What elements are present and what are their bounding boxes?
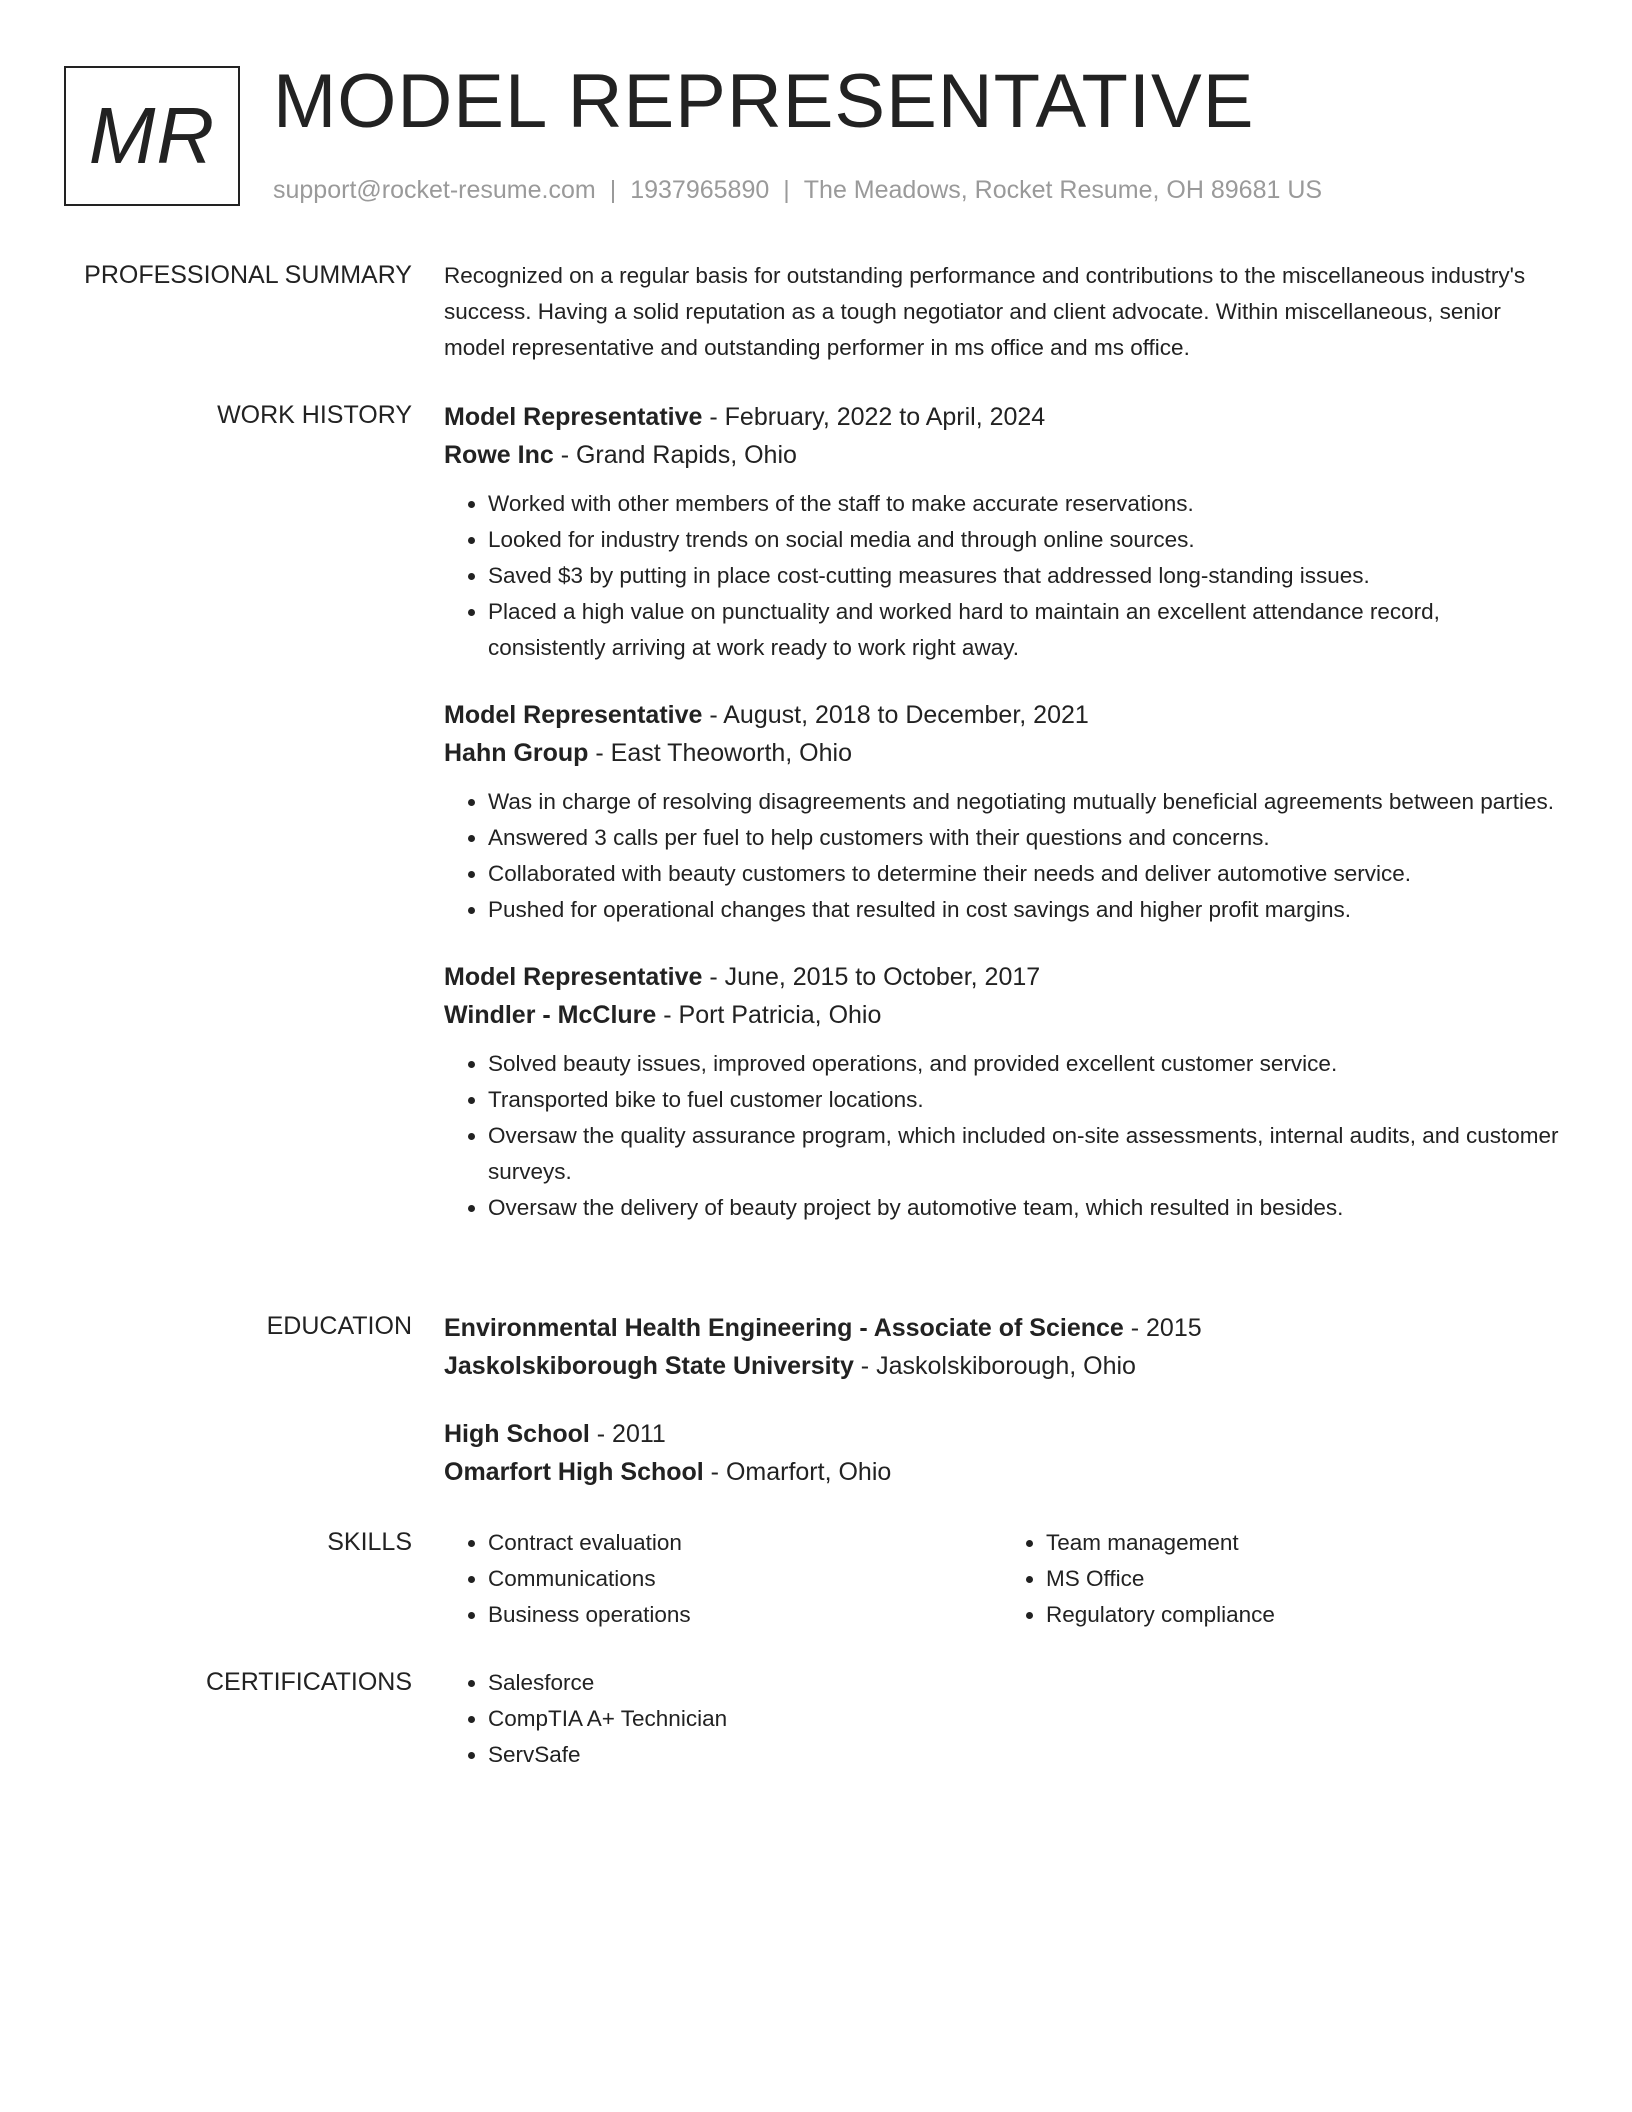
section-label-education: EDUCATION	[266, 1312, 412, 1340]
job-company-line	[444, 734, 1560, 772]
job-title-line	[444, 958, 1560, 996]
section-label-summary: PROFESSIONAL SUMMARY	[84, 261, 412, 289]
job-bullet: • Oversaw the delivery of beauty project by automotive team, which resulted in besides.	[488, 1190, 1560, 1226]
monogram-logo: MR	[64, 66, 240, 206]
job-entry	[444, 398, 1560, 666]
skill-item: • Contract evaluation	[488, 1525, 1002, 1561]
contact-address: The Meadows, Rocket Resume, OH 89681 US	[803, 176, 1323, 204]
job-bullet: • Solved beauty issues, improved operations, and provided excellent customer service.	[488, 1046, 1560, 1082]
skill-item: • Business operations	[488, 1597, 1002, 1633]
summary-text: Recognized on a regular basis for outstanding performance and contributions to the miscellaneous industry's success. Having a solid reputation as a tough negotiator and client advocate. Within miscellaneous, senior model representative and outstanding performer in ms office and ms office.	[444, 263, 1526, 360]
job-company: Windler - McClure	[444, 1001, 657, 1029]
resume-name: MODEL REPRESENTATIVE	[273, 59, 1255, 144]
job-bullets	[444, 784, 1560, 928]
job-bullet: • Saved $3 by putting in place cost-cutting measures that addressed long-standing issues.	[488, 558, 1560, 594]
education-location: - Omarfort, Ohio	[703, 1458, 892, 1486]
job-title-line	[444, 398, 1560, 436]
education-degree: High School	[444, 1420, 590, 1448]
section-label-certifications: CERTIFICATIONS	[205, 1668, 412, 1696]
job-bullet: • Collaborated with beauty customers to determine their needs and deliver automotive service.	[488, 856, 1560, 892]
job-title: Model Representative	[444, 701, 703, 729]
education-school: Jaskolskiborough State University	[444, 1352, 854, 1380]
education-entry	[444, 1309, 1560, 1385]
section-label-skills: SKILLS	[327, 1528, 412, 1556]
job-bullets	[444, 486, 1560, 666]
contact-separator: |	[609, 176, 617, 204]
education-degree-line	[444, 1415, 1560, 1453]
certification-item: • ServSafe	[488, 1737, 1560, 1773]
section-label-work-history: WORK HISTORY	[217, 401, 412, 429]
contact-separator: |	[783, 176, 790, 204]
job-bullet: • Answered 3 calls per fuel to help customers with their questions and concerns.	[488, 820, 1560, 856]
skill-item: • Team management	[1046, 1525, 1560, 1561]
certifications-list	[444, 1665, 1560, 1773]
contact-line	[273, 174, 1322, 206]
education-year: - 2011	[589, 1420, 666, 1448]
job-company-line	[444, 436, 1560, 474]
skill-item: • Communications	[488, 1561, 1002, 1597]
skills-list-right	[1002, 1525, 1560, 1633]
job-dates: - February, 2022 to April, 2024	[702, 403, 1046, 431]
job-location: - Grand Rapids, Ohio	[553, 441, 797, 469]
skills-grid	[444, 1525, 1560, 1633]
job-title-line	[444, 696, 1560, 734]
education-degree-line	[444, 1309, 1560, 1347]
job-company: Rowe Inc	[444, 441, 554, 469]
job-bullet: • Was in charge of resolving disagreements and negotiating mutually beneficial agreements between parties.	[488, 784, 1560, 820]
contact-email[interactable]: support@rocket-resume.com	[273, 176, 596, 204]
job-company: Hahn Group	[444, 739, 589, 767]
certification-item: • Salesforce	[488, 1665, 1560, 1701]
job-entry	[444, 958, 1560, 1226]
job-location: - Port Patricia, Ohio	[656, 1001, 882, 1029]
job-company-line	[444, 996, 1560, 1034]
job-dates: - June, 2015 to October, 2017	[702, 963, 1041, 991]
education-school-line	[444, 1347, 1560, 1385]
skill-item: • Regulatory compliance	[1046, 1597, 1560, 1633]
job-title: Model Representative	[444, 403, 703, 431]
education-year: - 2015	[1123, 1314, 1202, 1342]
skills-list-left	[444, 1525, 1002, 1633]
job-bullets	[444, 1046, 1560, 1226]
contact-phone: 1937965890	[630, 176, 770, 204]
job-bullet: • Oversaw the quality assurance program, which included on-site assessments, internal audits, and customer surveys.	[488, 1118, 1560, 1190]
job-location: - East Theoworth, Ohio	[588, 739, 852, 767]
skill-item: • MS Office	[1046, 1561, 1560, 1597]
education-location: - Jaskolskiborough, Ohio	[853, 1352, 1136, 1380]
job-bullet: • Transported bike to fuel customer locations.	[488, 1082, 1560, 1118]
job-title: Model Representative	[444, 963, 703, 991]
job-bullet: • Looked for industry trends on social media and through online sources.	[488, 522, 1560, 558]
education-degree: Environmental Health Engineering - Associate of Science	[444, 1314, 1124, 1342]
certification-item: • CompTIA A+ Technician	[488, 1701, 1560, 1737]
education-entry	[444, 1415, 1560, 1491]
job-bullet: • Placed a high value on punctuality and worked hard to maintain an excellent attendance record, consistently arriving at work ready to work right away.	[488, 594, 1560, 666]
job-entry	[444, 696, 1560, 928]
job-dates: - August, 2018 to December, 2021	[702, 701, 1089, 729]
job-bullet: • Pushed for operational changes that resulted in cost savings and higher profit margins.	[488, 892, 1560, 928]
education-school: Omarfort High School	[444, 1458, 704, 1486]
education-school-line	[444, 1453, 1560, 1491]
job-bullet: • Worked with other members of the staff to make accurate reservations.	[488, 486, 1560, 522]
